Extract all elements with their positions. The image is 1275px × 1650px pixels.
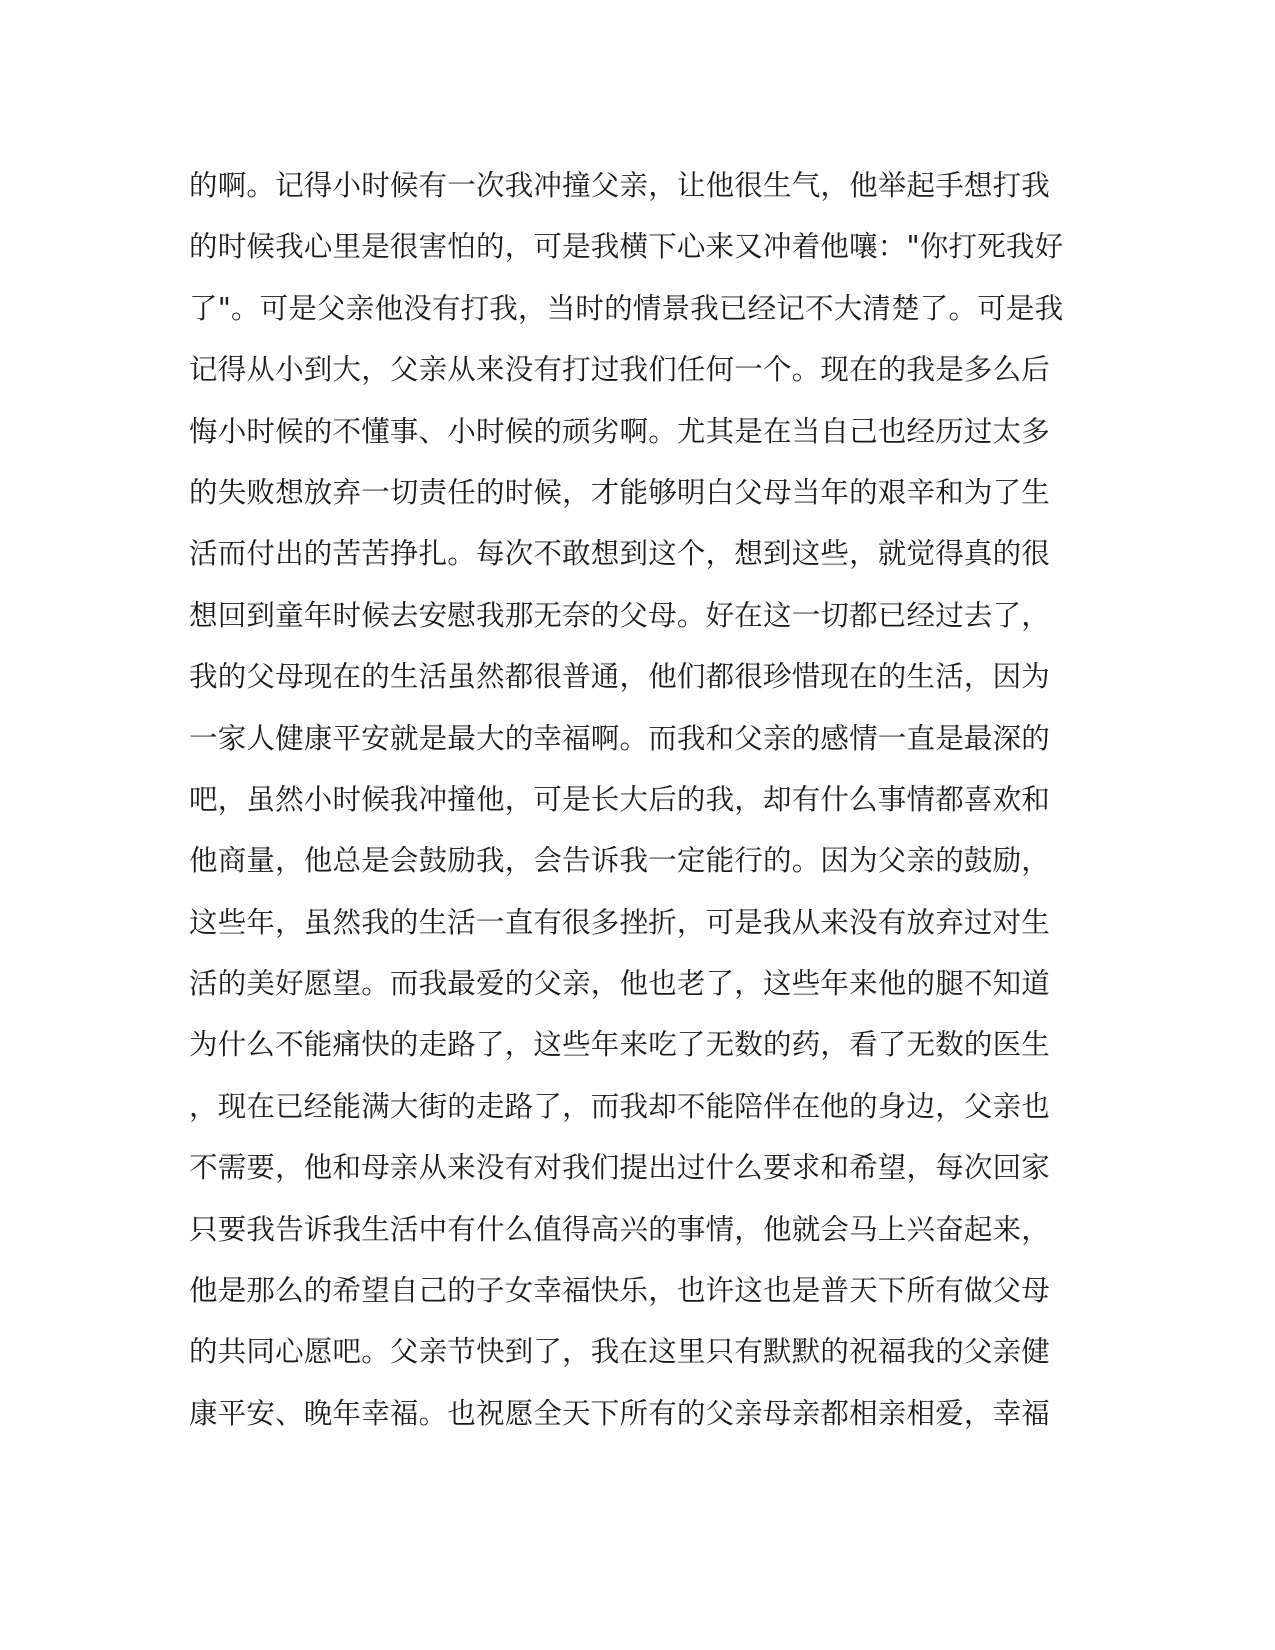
text-line-11: 吧，虽然小时候我冲撞他，可是长大后的我，却有什么事情都喜欢和 [189, 782, 1051, 816]
text-line-3: 了"。可是父亲他没有打我，当时的情景我已经记不大清楚了。可是我 [189, 291, 1064, 325]
text-line-4: 记得从小到大，父亲从来没有打过我们任何一个。现在的我是多么后 [189, 353, 1051, 387]
body-text [189, 166, 1089, 1455]
text-line-7: 活而付出的苦苦挣扎。每次不敢想到这个，想到这些，就觉得真的很 [189, 537, 1051, 571]
text-line-10: 一家人健康平安就是最大的幸福啊。而我和父亲的感情一直是最深的 [189, 721, 1051, 755]
text-line-20: 的共同心愿吧。父亲节快到了，我在这里只有默默的祝福我的父亲健 [189, 1335, 1051, 1369]
text-line-6: 的失败想放弃一切责任的时候，才能够明白父母当年的艰辛和为了生 [189, 475, 1051, 509]
text-line-13: 这些年，虽然我的生活一直有很多挫折，可是我从来没有放弃过对生 [189, 905, 1051, 939]
text-line-14: 活的美好愿望。而我最爱的父亲，他也老了，这些年来他的腿不知道 [189, 967, 1051, 1001]
text-line-12: 他商量，他总是会鼓励我，会告诉我一定能行的。因为父亲的鼓励， [189, 844, 1051, 878]
text-line-9: 我的父母现在的生活虽然都很普通，他们都很珍惜现在的生活，因为 [189, 660, 1051, 694]
text-line-18: 只要我告诉我生活中有什么值得高兴的事情，他就会马上兴奋起来， [189, 1212, 1051, 1246]
text-line-15: 为什么不能痛快的走路了，这些年来吃了无数的药，看了无数的医生 [189, 1028, 1051, 1062]
text-line-2: 的时候我心里是很害怕的，可是我横下心来又冲着他嚷："你打死我好 [189, 230, 1064, 264]
text-line-21: 康平安、晚年幸福。也祝愿全天下所有的父亲母亲都相亲相爱，幸福 [189, 1396, 1051, 1430]
text-line-8: 想回到童年时候去安慰我那无奈的父母。好在这一切都已经过去了， [189, 598, 1051, 632]
text-line-1: 的啊。记得小时候有一次我冲撞父亲，让他很生气，他举起手想打我 [189, 169, 1051, 202]
text-line-17: 不需要，他和母亲从来没有对我们提出过什么要求和希望，每次回家 [189, 1151, 1051, 1185]
text-line-16: ，现在已经能满大街的走路了，而我却不能陪伴在他的身边，父亲也 [189, 1089, 1051, 1123]
text-line-19: 他是那么的希望自己的子女幸福快乐，也许这也是普天下所有做父母 [189, 1274, 1051, 1308]
text-line-5: 悔小时候的不懂事、小时候的顽劣啊。尤其是在当自己也经历过太多 [189, 414, 1051, 448]
